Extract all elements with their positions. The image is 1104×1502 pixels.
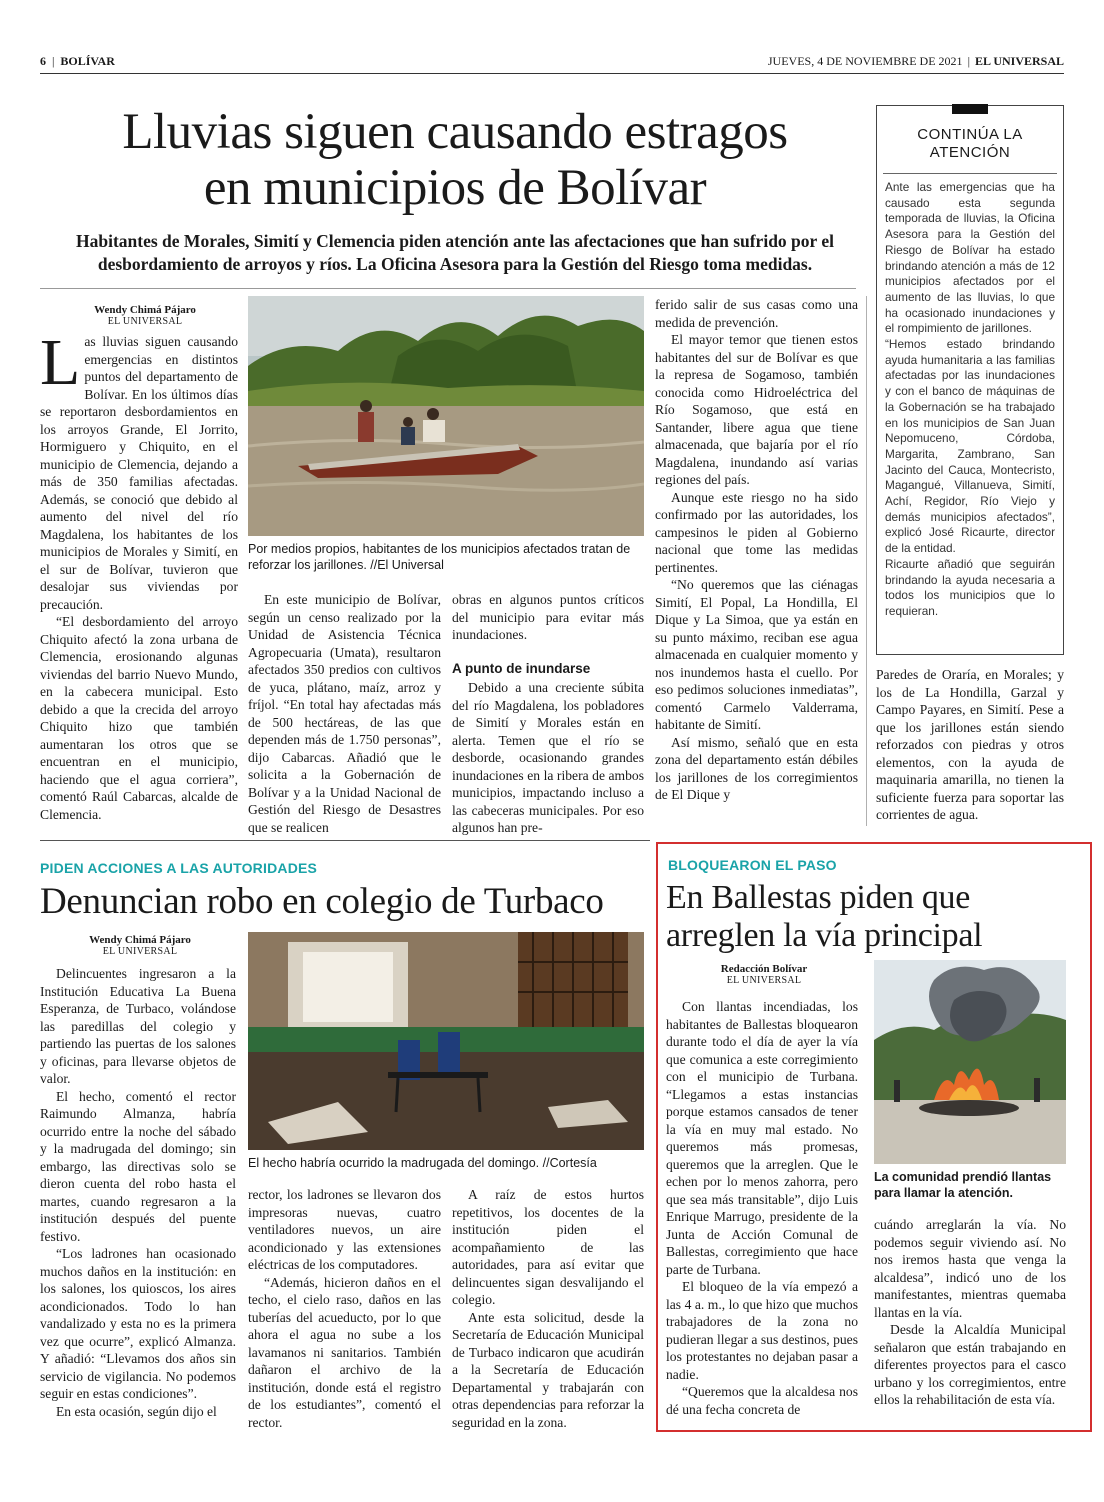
sidebar-body [885, 180, 1055, 620]
main-photo-caption: Por medios propios, habitantes de los municipios afectados tratan de reforzar los jarillones. //El Universal [248, 542, 631, 572]
main-col3 [452, 591, 644, 837]
main-col3-p2: Debido a una creciente súbita del río Magdalena, los pobladores de Simití y Morales están en alerta. Temen que el río se desborde, ocasionando grandes inundaciones en la ribera de ambos municipios, impactando incluso a las cabeceras municipales. Por eso algunos han pre- [452, 680, 644, 835]
sidebar-top-tab [952, 104, 988, 114]
ballestas-byline [666, 963, 862, 986]
ballestas-photo-caption: La comunidad prendió llantas para llamar la atención. [874, 1170, 1052, 1200]
sidebar-rule [883, 173, 1057, 174]
sidebar-box [876, 105, 1064, 655]
sidebar-title-line2: ATENCIÓN [929, 144, 1011, 161]
main-col4-p3: Aunque este riesgo no ha sido confirmado por las autoridades, los campesinos le piden al Gobierno nacional que tome las medidas pertinentes. [655, 489, 858, 575]
main-col4 [655, 296, 858, 804]
main-headline-line2: en municipios de Bolívar [203, 160, 707, 216]
vandalized-classroom-image [248, 932, 644, 1150]
sidebar-title-line1: CONTINÚA LA [917, 126, 1023, 143]
ballestas-kicker: BLOQUEARON EL PASO [668, 857, 837, 873]
col-rule [866, 296, 867, 826]
main-byline-outlet: EL UNIVERSAL [107, 316, 183, 327]
turbaco-col3-p2: Ante esta solicitud, desde la Secretaría de Educación Municipal de Turbaco indicaron que acudirán a la Secretaría de Educación Departamental y trabajarán con otras dependencias para reforzar la seguridad en la zona. [452, 1309, 644, 1430]
ballestas-col1 [666, 998, 858, 1418]
turbaco-col3-p1: A raíz de estos hurtos repetitivos, los docentes de la institución piden el acompañamiento de las autoridades, para así evitar que delincuentes sigan desvalijando el colegio. [452, 1187, 644, 1307]
main-headline-line1: Lluvias siguen causando estragos [122, 104, 788, 160]
main-col1-p1: as lluvias siguen causando emergencias en distintos puntos del departamento de Bolívar. En los últimos días se reportaron desbordamientos en los arroyos Grande, El Jorrito, Hormiguero y Chiquito, en el municipio de Clemencia, dejando a más de 350 familias afectadas. Además, se conoció que debido al aumento del nivel del río Magdalena, los habitantes de los municipios de Morales y Simití, en el sur de Bolívar, tuvieron que desalojar sus viviendas por precaución. [40, 334, 238, 612]
header-date-publication [768, 54, 1064, 69]
turbaco-col1-p4: En esta ocasión, según dijo el [56, 1403, 217, 1419]
turbaco-byline [40, 934, 240, 957]
main-byline [40, 304, 250, 327]
main-col4-p4: “No queremos que las ciénagas Simití, El Popal, La Hondilla, El Dique y La Simoa, que ya están en su punto máximo, reciban ese agua almacenada en cualquier momento y nos inundemos hasta el cuello. Por eso pedimos soluciones inmediatas”, comentó Carmelo Valderrama, habitante de Simití. [655, 577, 858, 732]
main-col3-p1: obras en algunos puntos críticos del municipio para evitar más inundaciones. [452, 592, 644, 642]
main-col4-p5: Así mismo, señaló que en esta zona del departamento están débiles los jarillones de los corregimientos de El Dique y [655, 734, 858, 802]
ballestas-col1-p3: “Queremos que la alcaldesa nos dé una fecha concreta de [666, 1384, 858, 1417]
turbaco-col3 [452, 1186, 644, 1431]
boat-river-image [248, 296, 644, 536]
sidebar-title [877, 126, 1063, 162]
turbaco-col2 [248, 1186, 441, 1431]
sidebar-p2: “Hemos estado brindando ayuda humanitaria a las familias afectadas por las inundaciones y con el banco de máquinas de la Gobernación se ha trabajado en los municipios de San Juan Nepomuceno, Córdoba, Margarita, Zambrano, San Jacinto del Cauca, Montecristo, Magangué, Villanueva, Simití, Achí, Regidor, Río Viejo y demás municipios afectados”, explicó José Ricaurte, director de la entidad. [885, 337, 1055, 556]
publication-name: EL UNIVERSAL [974, 54, 1064, 68]
header-rule [40, 73, 1064, 74]
ballestas-col2-p2: Desde la Alcaldía Municipal señalaron que están trabajando en diferentes proyectos para el casco urbano y los corregimientos, entre ellos la rehabilitación de esta vía. [874, 1322, 1066, 1407]
turbaco-col1-p2: El hecho, comentó el rector Raimundo Almanza, habría ocurrido entre la noche del sábado y la madrugada del domingo; sin embargo, las directivas solo se dieron cuenta del robo hasta el martes, cuando regresaron a la institución después del puente festivo. [40, 1088, 236, 1244]
header-separator-2: | [967, 54, 970, 68]
ballestas-headline-line1: En Ballestas piden que [666, 879, 971, 916]
main-col2-p1: En este municipio de Bolívar, según un censo realizado por la Unidad de Asistencia Técnica Agropecuaria (Umata), resultaron afectados 350 predios con cultivos de yuca, plátano, maíz, arroz y fríjol. “En total hay afectadas más de 500 hectáreas, de las que dependen más de 1.750 personas”, dijo Cabarcas. Añadió que le solicita a la Gobernación de Bolívar y a la Unidad Nacional de Gestión del Riesgo de Desastres que se realicen [248, 592, 441, 835]
turbaco-headline: Denuncian robo en colegio de Turbaco [40, 881, 604, 922]
ballestas-byline-name: Redacción Bolívar [720, 963, 808, 975]
main-col1 [40, 326, 238, 823]
turbaco-col1-p1: Delincuentes ingresaron a la Institución Educativa La Buena Esperanza, de Turbaco, volándose las paredillas del colegio y partiendo las puertas de los salones y oficinas, para llevarse objetos de valor. [40, 966, 236, 1086]
main-col5-p1: Paredes de Oraría, en Morales; y los de La Hondilla, Garzal y Campo Payares, en Simití. Pese a que los jarillones están siendo reforzados con piedras y otros elementos, con la ayuda de maquinaria amarilla, no tienen la suficiente fuerza para soportar las corrientes de agua. [876, 667, 1064, 822]
burning-tires-image [874, 960, 1066, 1164]
ballestas-byline-outlet: EL UNIVERSAL [726, 975, 802, 986]
turbaco-col1 [40, 965, 236, 1420]
main-col1-p2: “El desbordamiento del arroyo Chiquito afectó la zona urbana de Clemencia, erosionando algunas viviendas del barrio Nuevo Mundo, en la cabecera municipal. Esto debido a que la crecida del arroyo Chiquito hizo que también aumentaran los otros que se encuentran en el municipio, haciendo que el agua corriera”, comentó Raúl Cabarcas, alcalde de Clemencia. [40, 614, 238, 822]
main-col4-p2: El mayor temor que tienen estos habitantes del sur de Bolívar es que la represa de Sogamoso, también conocida como Hidroeléctrica del Río Sogamoso, que está en Santander, libere agua que tiene almacenada, que bajaría por el río Magdalena, inundando así varias regiones del país. [655, 332, 858, 487]
ballestas-col1-p1: Con llantas incendiadas, los habitantes de Ballestas bloquearon durante todo el día de ayer la vía que comunica a este corregimiento con el municipio de Turbana. “Llegamos a estas instancias porque estamos cansados de tener la vía en muy mal estado. No queremos más promesas, queremos que la arreglen. Que le echen por lo menos zahorra, pero que sea más transitable”, dijo Luis Enrique Marrugo, presidente de la Junta de Acción Comunal de Ballestas, corregimiento que hace parte de Turbana. [666, 999, 858, 1277]
turbaco-byline-name: Wendy Chimá Pájaro [89, 934, 191, 946]
turbaco-col2-p2: “Además, hicieron daños en el techo, el cielo raso, daños en las tuberías del acueducto, por lo que ahora el agua no sube a los lavamanos ni sanitarios. También dañaron el archivo de la institución, donde está el registro de los estudiantes”, comentó el rector. [248, 1274, 441, 1430]
sidebar-p1: Ante las emergencias que ha causado esta segunda temporada de lluvias, la Oficina Asesora para la Gestión del Riesgo de Bolívar ha estado brindando atención a más de 12 municipios afectados por el aumento de las lluvias, lo que ha ocasionado inundaciones y el rompimiento de jarillones. [885, 180, 1055, 336]
main-col5 [876, 666, 1064, 824]
section-name: BOLÍVAR [60, 54, 115, 68]
page-number: 6 [40, 54, 46, 68]
turbaco-col2-p1: rector, los ladrones se llevaron dos impresoras nuevas, cuatro ventiladores nuevos, un aire acondicionado y las extensiones eléctricas de los computadores. [248, 1187, 441, 1272]
ballestas-headline [666, 879, 1086, 955]
drop-cap: L [40, 326, 81, 399]
main-col2 [248, 591, 441, 836]
section-rule [40, 840, 650, 841]
main-deck [40, 230, 870, 276]
main-photo-boat [248, 296, 644, 536]
main-deck-line1: Habitantes de Morales, Simití y Clemencia piden atención ante las afectaciones que han sufrido por el [76, 231, 834, 251]
ballestas-headline-line2: arreglen la vía principal [666, 917, 983, 954]
main-headline [40, 104, 870, 216]
header-date: JUEVES, 4 DE NOVIEMBRE DE 2021 [767, 54, 963, 68]
sidebar-p3: Ricaurte añadió que seguirán brindando la ayuda necesaria a todos los municipios que lo requieran. [885, 556, 1055, 618]
ballestas-col2 [874, 1216, 1066, 1409]
turbaco-col1-p3: “Los ladrones han ocasionado muchos daños en la institución: en los salones, los quioscos, los aires acondicionados. Todo lo han vandalizado y esta no es la primera vez que ocurre”, explicó Almanza. Y añadió: “Llevamos dos años sin servicio de vigilancia. No podemos seguir en estas condiciones”. [40, 1246, 236, 1401]
ballestas-photo [874, 960, 1066, 1164]
turbaco-byline-outlet: EL UNIVERSAL [102, 946, 178, 957]
ballestas-col1-p2: El bloqueo de la vía empezó a las 4 a. m., lo que hizo que muchos trabajadores de la zona no pudieran llegar a sus destinos, pues los protestantes no dejaban pasar a nadie. [666, 1279, 858, 1382]
page-header [40, 54, 1064, 72]
main-subhead: A punto de inundarse [452, 660, 591, 676]
turbaco-kicker: PIDEN ACCIONES A LAS AUTORIDADES [40, 860, 318, 876]
deck-rule [40, 288, 856, 289]
turbaco-photo-caption: El hecho habría ocurrido la madrugada del domingo. //Cortesía [248, 1156, 597, 1170]
main-col4-p1: ferido salir de sus casas como una medida de prevención. [655, 297, 858, 330]
turbaco-photo [248, 932, 644, 1150]
header-separator: | [52, 54, 55, 68]
main-byline-name: Wendy Chimá Pájaro [94, 304, 196, 316]
ballestas-col2-p1: cuándo arreglarán la vía. No podemos seguir viviendo así. No nos iremos hasta que venga la alcaldesa”, indicó uno de los manifestantes, mientras quemaba llantas en la vía. [874, 1217, 1066, 1320]
main-deck-line2: desbordamiento de arroyos y ríos. La Oficina Asesora para la Gestión del Riesgo toma medidas. [97, 254, 813, 274]
